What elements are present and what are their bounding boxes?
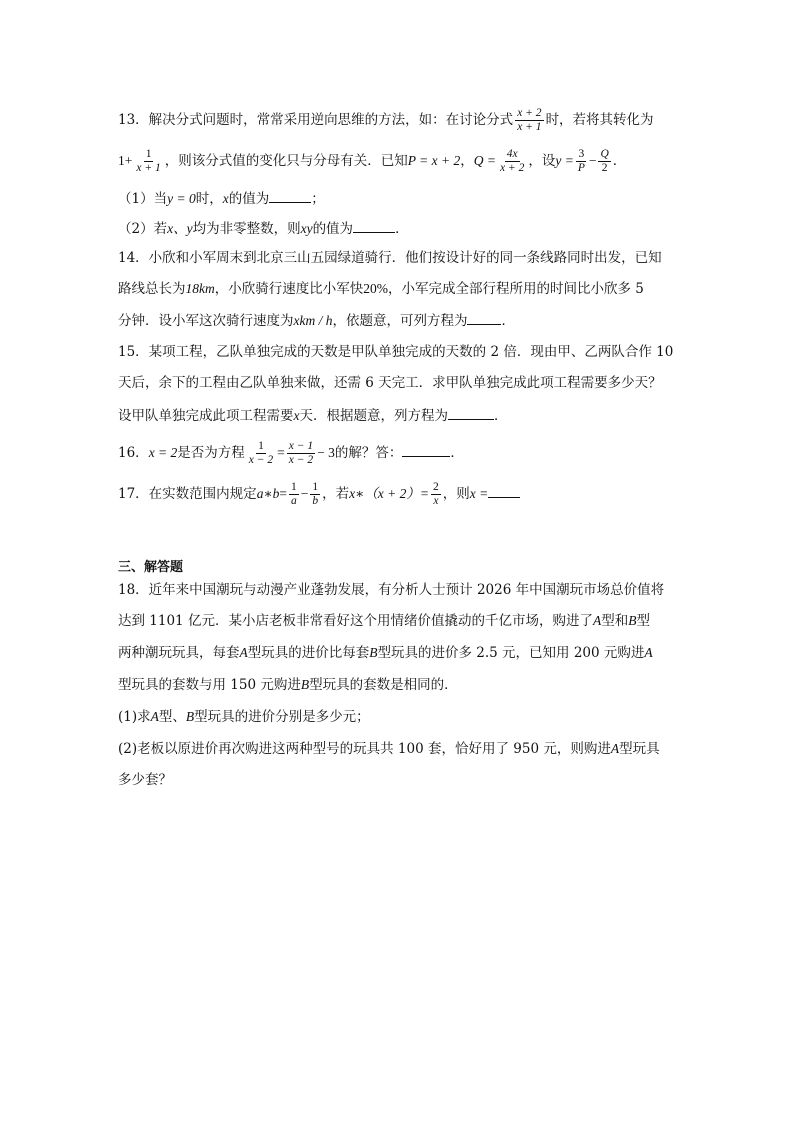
fraction: $\frac{1}{b}$ — [312, 481, 319, 507]
answer-blank[interactable] — [269, 188, 311, 203]
fraction: $\frac{1}{x - 2}$ — [248, 440, 274, 466]
answer-blank[interactable] — [467, 310, 501, 325]
q14-line-1: 14．小欣和小军周末到北京三山五园绿道骑行．他们按设计好的同一条线路同时出发，已知 — [118, 250, 662, 266]
q15-line-1: 15．某项工程，乙队单独完成的天数是甲队单独完成的天数的 2 倍．现由甲、乙两队合作 10 — [118, 344, 674, 360]
q18-part-2: (2)老板以原进价再次购进这两种型号的玩具共 100 套，恰好用了 950 元，则购进A型玩具 — [118, 741, 660, 757]
answer-blank[interactable] — [448, 405, 494, 420]
q18-line-1: 18．近年来中国潮玩与动漫产业蓬勃发展，有分析人士预计 2026 年中国潮玩市场总价值将 — [118, 582, 665, 598]
q15-line-2: 天后，余下的工程由乙队单独来做，还需 6 天完工．求甲队单独完成此项工程需要多少天？ — [118, 375, 662, 391]
math-expression: Q = — [473, 153, 496, 168]
answer-blank[interactable] — [353, 218, 395, 233]
section-heading: 三、解答题 — [118, 560, 184, 575]
fraction: $\frac{2}{x}$ — [433, 481, 439, 507]
q17-line: 17．在实数范围内规定a∗b= $\frac{1}{a}$ − $\frac{1}{b}$ ，若x∗（x + 2）= $\frac{2}{x}$ ，则x = — [118, 481, 520, 508]
q18-part-2-cont: 多少套？ — [118, 772, 172, 788]
q14-line-2: 路线总长为18km，小欣骑行速度比小军快20%，小军完成全部行程所用的时间比小欣多 5 — [118, 281, 644, 297]
q18-line-3: 两种潮玩玩具，每套A型玩具的进价比每套B型玩具的进价多 2.5 元，已知用 200 元购进A — [118, 645, 653, 661]
q18-line-2: 达到 1101 亿元．某小店老板非常看好这个用情绪价值撬动的千亿市场，购进了A型和B型 — [118, 613, 650, 629]
q13-line-1 — [118, 107, 654, 134]
q13-text: 13．解决分式问题时，常常采用逆向思维的方法，如：在讨论分式 — [118, 112, 514, 128]
fraction: $\frac{4x}{x + 2}$ — [499, 148, 525, 174]
q18-part-1: (1)求A型、B型玩具的进价分别是多少元； — [118, 709, 370, 725]
answer-blank[interactable] — [488, 483, 520, 498]
fraction: $\frac{x + 2}{x + 1}$ — [517, 107, 542, 133]
math-expression: P = x + 2 — [407, 153, 461, 168]
q13-line-2: 1+ $\frac{1}{x + 1}$ ，则该分式值的变化只与分母有关．已知P = x + 2，Q = $\frac{4x}{x + 2}$ ，设y = $\frac{3}{P}$ − $\frac{Q}{2}$ ． — [118, 148, 627, 174]
q15-line-3: 设甲队单独完成此项工程需要x天．根据题意，列方程为 ． — [118, 405, 508, 426]
fraction: $\frac{x - 1}{x - 2}$ — [288, 440, 314, 466]
q13-part-2: （2）若x、y均为非零整数，则xy的值为 ． — [118, 218, 409, 239]
answer-blank[interactable] — [402, 442, 450, 457]
fraction: $\frac{3}{P}$ — [577, 148, 585, 174]
q13-part-1: （1）当y = 0时，x的值为 ； — [118, 188, 325, 209]
q13-text: 时，若将其转化为 — [545, 112, 654, 128]
fraction: $\frac{1}{x + 1}$ — [136, 148, 161, 174]
q18-line-4: 型玩具的套数与用 150 元购进B型玩具的套数是相同的． — [118, 677, 458, 693]
math-expression: y = — [555, 153, 574, 168]
q14-line-3: 分钟．设小军这次骑行速度为xkm / h，依题意，可列方程为 ． — [118, 310, 515, 331]
q16-line: 16．x = 2是否为方程 $\frac{1}{x - 2}$ = $\frac{x - 1}{x - 2}$ − 3的解？答： ． — [118, 440, 464, 466]
fraction: $\frac{Q}{2}$ — [600, 148, 609, 174]
fraction: $\frac{1}{a}$ — [291, 481, 297, 507]
